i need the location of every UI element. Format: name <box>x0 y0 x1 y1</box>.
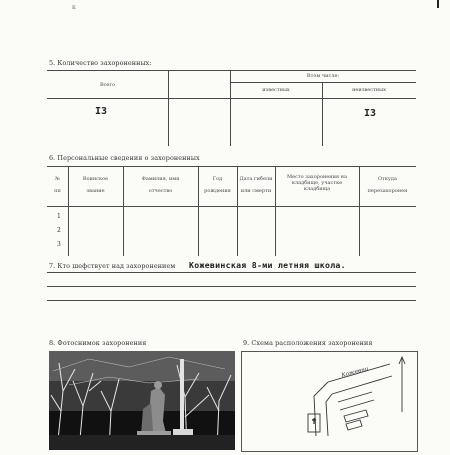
burial-photo-image <box>49 351 235 450</box>
edge-mark <box>437 0 439 8</box>
patron-value: Кожевинская 8-ми летняя школа. <box>189 260 346 270</box>
table-row: 3 <box>57 241 61 248</box>
col-death-header: Дата гибели или смерти <box>239 176 273 194</box>
col-place-header: Место захоронения на кладбище, участке кладбища <box>286 174 347 192</box>
col-num-header: № пп <box>54 176 61 194</box>
location-scheme-drawing <box>242 352 417 451</box>
col-unknown-header: неизвестных <box>352 87 386 93</box>
col-total-header: Всего <box>99 82 116 88</box>
col-known-header: известных <box>262 87 290 93</box>
location-scheme <box>241 351 418 452</box>
section9-title: 9. Схема расположения захоронения <box>243 339 373 347</box>
section7-label: 7. Кто шефствует над захоронением <box>49 262 176 270</box>
section6-title: 6. Персональные сведения о захороненных <box>49 154 200 162</box>
top-mark: к <box>72 4 76 11</box>
total-count-value: I3 <box>95 106 108 117</box>
burial-photo <box>49 351 235 450</box>
table-row: 1 <box>57 213 61 220</box>
section5-title: 5. Количество захороненных: <box>49 59 152 67</box>
section8-title: 8. Фотоснимок захоронения <box>49 339 147 347</box>
col-including-header: Втом числе: <box>306 73 340 79</box>
col-name-header: Фамилия, имя отчество <box>141 176 180 194</box>
unknown-count-value: I3 <box>364 108 377 119</box>
col-rank-header: Воинское звание <box>82 176 109 194</box>
table-row: 2 <box>57 227 61 234</box>
col-birth-header: Год рождения <box>204 176 231 194</box>
col-origin-header: Откуда перезахоронен <box>367 176 408 194</box>
street-label: Кожевни <box>340 366 370 379</box>
